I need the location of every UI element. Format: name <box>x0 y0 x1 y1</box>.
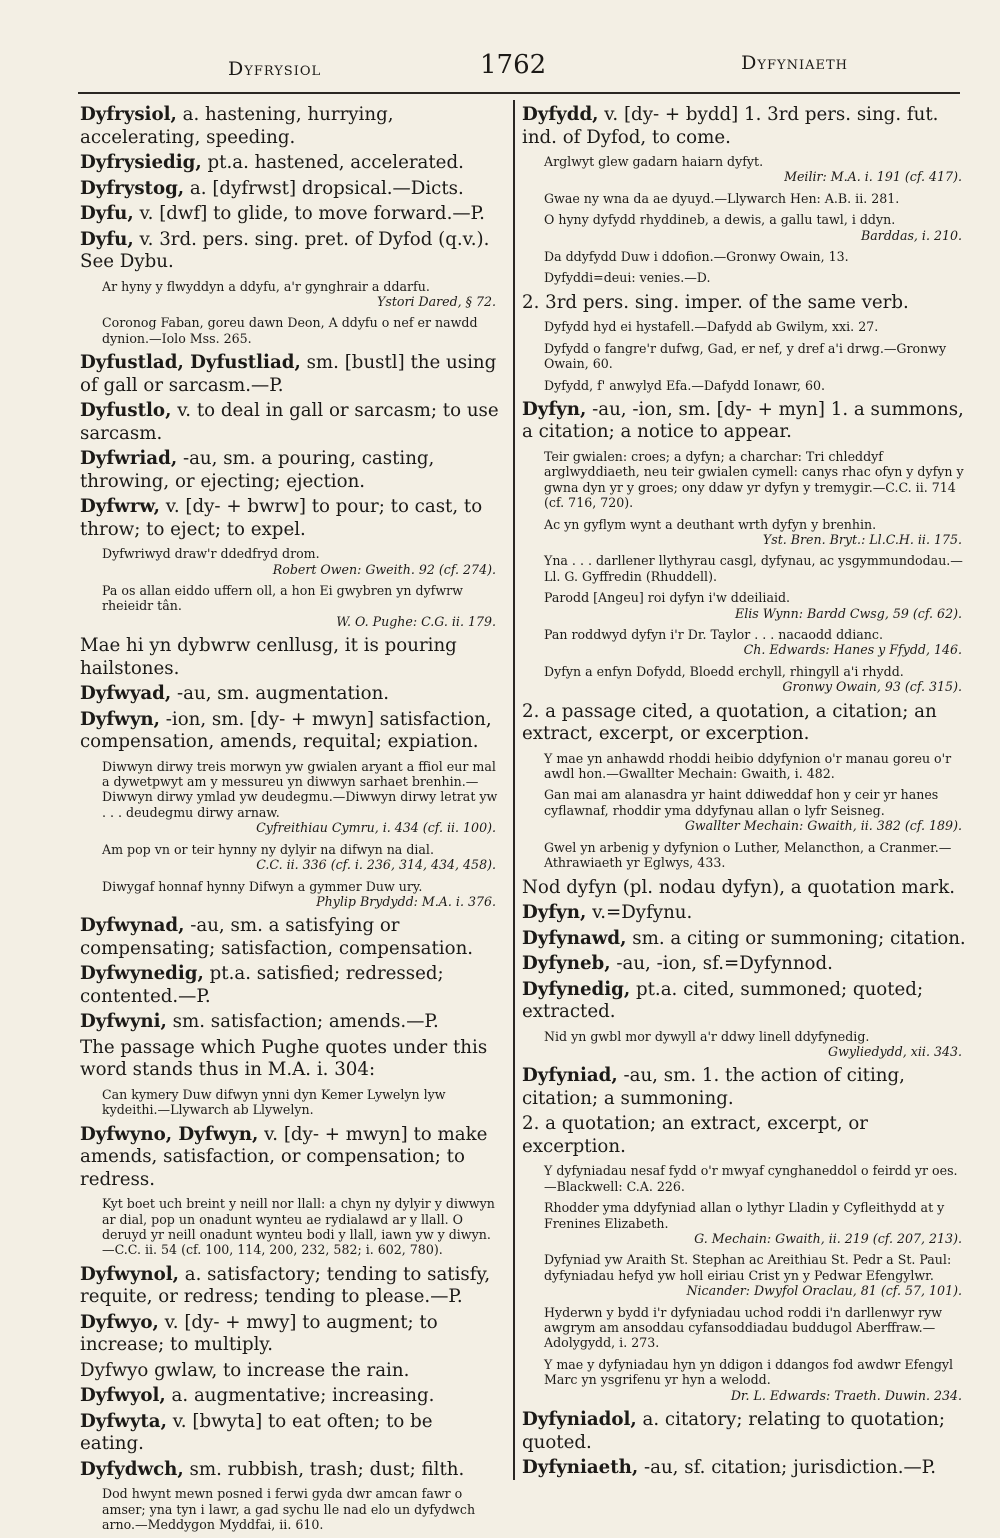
quotation-source: Elis Wynn: Bardd Cwsg, 59 (cf. 62). <box>735 605 962 621</box>
dictionary-entry <box>80 1459 502 1482</box>
quotation <box>102 842 502 873</box>
definition: -ion, sm. [dy- + mwyn] satisfaction, compensation, amends, requital; expiation. <box>80 708 492 753</box>
definition: pt.a. satisfied; redressed; contented.—P. <box>80 963 444 1007</box>
dictionary-entry <box>80 1011 502 1034</box>
dictionary-entry <box>80 709 502 754</box>
quotation-source: Cyfreithiau Cymru, i. 434 (cf. ii. 100). <box>256 820 496 836</box>
definition: v. [dwf] to glide, to move forward.—P. <box>133 203 485 224</box>
quotation-text: Dyfydd, f' anwylyd Efa.—Dafydd Ionawr, 60. <box>544 377 826 393</box>
quotation-source: Ystori Dared, § 72. <box>377 293 496 309</box>
headword: Dyfyniadol, <box>522 1409 637 1430</box>
dictionary-entry <box>80 400 502 445</box>
dictionary-entry <box>80 1312 502 1357</box>
quotation-source: Dr. L. Edwards: Traeth. Duwin. 234. <box>730 1387 962 1403</box>
quotation <box>544 553 968 584</box>
definition: -au, sm. augmentation. <box>171 683 390 705</box>
headword: Dyfu, <box>80 203 134 224</box>
headword: Dyfwyni, <box>80 1011 167 1033</box>
dictionary-entry <box>522 979 968 1024</box>
headword: Dyfwynedig, <box>80 963 204 985</box>
quotation-text: O hyny dyfydd rhyddineb, a dewis, a gallu tawl, i ddyn. <box>544 212 896 228</box>
definition: sm. [bustl] the using of gall or sarcasm.—P. <box>80 352 497 396</box>
quotation <box>544 1357 968 1403</box>
quotation-text: Diwygaf honnaf hynny Difwyn a gymmer Duw ury. <box>102 878 423 894</box>
quotation-source: Gwyliedydd, xii. 343. <box>828 1043 962 1059</box>
quotation-text: Pa os allan eiddo uffern oll, a hon Ei gwybren yn dyfwrw rheieidr tân. <box>102 582 463 614</box>
headword: Dyfrystog, <box>80 177 185 199</box>
header-rule <box>78 92 960 94</box>
dictionary-entry <box>522 104 968 149</box>
quotation <box>544 517 968 548</box>
quotation-text: Dyfyn a enfyn Dofydd, Bloedd erchyll, rhingyll a'i rhydd. <box>544 663 904 679</box>
quotation-source: Phylip Brydydd: M.A. i. 376. <box>316 893 496 909</box>
definition: v. [dy- + mwyn] to make amends, satisfaction, or compensation; to redress. <box>80 1123 488 1190</box>
dictionary-entry <box>80 1264 502 1309</box>
quotation <box>544 840 968 871</box>
dictionary-entry <box>522 1409 968 1454</box>
dictionary-entry <box>522 928 968 951</box>
headword: Dyfwynad, <box>80 915 185 937</box>
quotation-source: Gwallter Mechain: Gwaith, ii. 382 (cf. 189). <box>684 818 962 834</box>
definition: -au, sf. citation; jurisdiction.—P. <box>638 1457 936 1478</box>
quotation-text: Rhodder yma ddyfyniad allan o lythyr Lladin y Cyfleithydd at y Frenines Elizabeth. <box>544 1200 945 1231</box>
definition: -au, sm. a satisfying or compensating; satisfaction, compensation. <box>80 915 474 959</box>
quotation-source: Meilir: M.A. i. 191 (cf. 417). <box>784 169 962 185</box>
quotation <box>544 627 968 658</box>
quotation-text: Can kymery Duw difwyn ynni dyn Kemer Lywelyn lyw kydeithi.—Llywarch ab Llywelyn. <box>102 1086 446 1118</box>
definition: v. [dy- + mwy] to augment; to increase; to multiply. <box>80 1311 438 1356</box>
quotation <box>102 546 502 577</box>
definition: pt.a. hastened, accelerated. <box>201 152 464 173</box>
dictionary-entry <box>80 229 502 274</box>
quotation-text: Dyfwriwyd draw'r ddedfryd drom. <box>102 546 320 562</box>
definition: v. [bwyta] to eat often; to be eating. <box>80 1410 433 1455</box>
quotation <box>544 319 968 334</box>
dictionary-entry <box>80 1124 502 1192</box>
dictionary-entry <box>522 292 968 315</box>
definition: v.=Dyfynu. <box>586 902 693 923</box>
definition: -au, sm. a pouring, casting, throwing, or ejecting; ejection. <box>80 448 435 492</box>
quotation-source: Ch. Edwards: Hanes y Ffydd, 146. <box>743 642 962 658</box>
quotation <box>544 1163 968 1194</box>
dictionary-entry <box>80 352 502 397</box>
quotation <box>544 249 968 264</box>
definition: a. citatory; relating to quotation; quoted. <box>522 1409 946 1453</box>
quotation-text: Y dyfyniadau nesaf fydd o'r mwyaf cynghaneddol o feirdd yr oes.—Blackwell: C.A. 226. <box>544 1163 958 1194</box>
definition: -au, -ion, sm. [dy- + myn] 1. a summons, a citation; a notice to appear. <box>522 398 964 443</box>
definition: v. [dy- + bwrw] to pour; to cast, to throw; to eject; to expel. <box>80 496 483 540</box>
headword: Dyfustlo, <box>80 400 172 422</box>
quotation-text: Dyfydd o fangre'r dufwg, Gad, er nef, y dref a'i drwg.—Gronwy Owain, 60. <box>544 340 947 372</box>
quotation-text: Nid yn gwbl mor dywyll a'r ddwy linell ddyfynedig. <box>544 1028 870 1044</box>
quotation <box>544 1252 968 1298</box>
headword: Dyfwyn, <box>80 708 160 730</box>
quotation-text: Am pop vn or teir hynny ny dylyir na difwyn na dial. <box>102 841 434 857</box>
quotation-source: Barddas, i. 210. <box>861 227 962 243</box>
definition: sm. satisfaction; amends.—P. <box>166 1011 439 1033</box>
quotation <box>544 1305 968 1351</box>
quotation <box>102 1087 502 1118</box>
dictionary-entry <box>80 915 502 960</box>
quotation-text: Ac yn gyflym wynt a deuthant wrth dyfyn y brenhin. <box>544 516 877 532</box>
quotation-source: Yst. Bren. Bryt.: Ll.C.H. ii. 175. <box>762 532 962 547</box>
dictionary-entry <box>80 178 502 201</box>
dictionary-entry <box>80 1037 502 1082</box>
quotation <box>544 191 968 206</box>
quotation <box>102 583 502 629</box>
quotation-text: Pan roddwyd dyfyn i'r Dr. Taylor . . . nacaodd ddianc. <box>544 627 883 643</box>
quotation-text: Coronog Faban, goreu dawn Deon, A ddyfu o nef er nawdd dynion.—Iolo Mss. 265. <box>102 315 478 346</box>
definition: Dyfwyo gwlaw, to increase the rain. <box>80 1359 410 1381</box>
right-column <box>522 104 968 1483</box>
quotation <box>102 315 502 346</box>
quotation <box>102 879 502 910</box>
header-left-guide-word: Dyfrysiol <box>228 58 322 80</box>
headword: Dyfyn, <box>522 902 587 923</box>
headword: Dyfyneb, <box>522 953 611 974</box>
headword: Dyfydd, <box>522 104 599 125</box>
quotation-source: Nicander: Dwyfol Oraclau, 81 (cf. 57, 101). <box>686 1283 962 1299</box>
dictionary-entry <box>522 1113 968 1158</box>
definition: sm. a citing or summoning; citation. <box>626 927 966 949</box>
quotation-text: Yna . . . darllener llythyrau casgl, dyfynau, ac ysgymmundodau.—Ll. G. Gyffredin (Rhuddell). <box>544 553 963 584</box>
headword: Dyfrysiol, <box>80 104 177 125</box>
headword: Dyfydwch, <box>80 1458 184 1480</box>
dictionary-entry <box>80 683 502 706</box>
dictionary-entry <box>80 203 502 226</box>
dictionary-entry <box>80 1360 502 1383</box>
headword: Dyfwyo, <box>80 1311 159 1333</box>
dictionary-entry <box>80 496 502 541</box>
dictionary-entry <box>80 152 502 175</box>
headword: Dyfyn, <box>522 398 587 420</box>
dictionary-entry <box>522 1457 968 1480</box>
quotation-source: Gronwy Owain, 93 (cf. 315). <box>782 679 962 695</box>
quotation <box>102 1486 502 1532</box>
quotation <box>544 341 968 372</box>
dictionary-entry <box>522 399 968 444</box>
dictionary-entry <box>80 104 502 149</box>
definition: 2. a passage cited, a quotation, a citation; an extract, excerpt, or excerption. <box>522 700 937 745</box>
headword: Dyfwyol, <box>80 1385 166 1407</box>
definition: v. to deal in gall or sarcasm; to use sarcasm. <box>80 400 499 444</box>
quotation-text: Ar hyny y flwyddyn a ddyfu, a'r gynghrair a ddarfu. <box>102 278 430 294</box>
quotation <box>544 1029 968 1060</box>
headword: Dyfwriad, <box>80 448 178 470</box>
dictionary-entry <box>522 1065 968 1110</box>
quotation <box>544 664 968 695</box>
quotation-text: Diwwyn dirwy treis morwyn yw gwialen aryant a ffiol eur mal a dywetpwyt am y messureu yn diwwyn sarhaet brenhin.—Diwwyn dirwy ymlad yw deudegmu.—Diwwyn dirwy letrat yw . . . deudegmu dirwy arnaw. <box>102 758 498 820</box>
definition: Mae hi yn dybwrw cenllusg, it is pouring hailstones. <box>80 635 457 679</box>
definition: v. [dy- + bydd] 1. 3rd pers. sing. fut. ind. of Dyfod, to come. <box>522 104 939 148</box>
quotation-source: Robert Owen: Gweith. 92 (cf. 274). <box>272 561 496 577</box>
quotation-source: W. O. Pughe: C.G. ii. 179. <box>336 613 496 629</box>
quotation <box>544 590 968 621</box>
definition: The passage which Pughe quotes under this word stands thus in M.A. i. 304: <box>80 1036 488 1081</box>
headword: Dyfwyta, <box>80 1410 167 1432</box>
quotation-text: Y mae yn anhawdd rhoddi heibio ddyfynion o'r manau goreu o'r awdl hon.—Gwallter Mechain: Gwaith, i. 482. <box>544 750 952 782</box>
headword: Dyfynawd, <box>522 927 627 949</box>
quotation <box>544 1200 968 1246</box>
quotation <box>544 270 968 285</box>
definition: a. [dyfrwst] dropsical.—Dicts. <box>184 177 464 199</box>
dictionary-entry <box>522 902 968 925</box>
quotation-text: Da ddyfydd Duw i ddofion.—Gronwy Owain, 13. <box>544 249 849 265</box>
left-column <box>80 104 502 1538</box>
quotation-text: Arglwyt glew gadarn haiarn dyfyt. <box>544 154 764 169</box>
quotation-text: Parodd [Angeu] roi dyfyn i'w ddeiliaid. <box>544 590 791 606</box>
dictionary-entry <box>80 635 502 680</box>
quotation-text: Gan mai am alanasdra yr haint ddiweddaf hon y ceir yr hanes cyflawnaf, rhoddir yma ddyfynau allan o lyfr Seisneg. <box>544 787 939 818</box>
quotation-text: Dyfyniad yw Araith St. Stephan ac Areithiau St. Pedr a St. Paul: dyfyniadau hefyd yw holl eiriau Crist yn y Pedwar Efengylwr. <box>544 1252 952 1283</box>
quotation <box>544 449 968 511</box>
quotation-source: C.C. ii. 336 (cf. i. 236, 314, 434, 458). <box>256 857 496 873</box>
quotation <box>544 212 968 243</box>
dictionary-entry <box>522 877 968 900</box>
quotation-text: Hyderwn y bydd i'r dyfyniadau uchod roddi i'n darllenwyr ryw awgrym am ansoddau cyfansoddiadau buddugol Aberffraw.—Adolygydd, i. 273. <box>544 1304 943 1351</box>
definition: a. augmentative; increasing. <box>165 1385 435 1407</box>
headword: Dyfrysiedig, <box>80 152 202 173</box>
quotation-text: Y mae y dyfyniadau hyn yn ddigon i ddangos fod awdwr Efengyl Marc yn ysgrifenu yr hyn a welodd. <box>544 1356 954 1388</box>
quotation <box>544 787 968 833</box>
definition: -au, -ion, sf.=Dyfynnod. <box>610 953 833 974</box>
definition: pt.a. cited, summoned; quoted; extracted. <box>522 978 924 1022</box>
quotation-text: Dyfyddi=deui: venies.—D. <box>544 270 711 286</box>
quotation-text: Gwae ny wna da ae dyuyd.—Llywarch Hen: A.B. ii. 281. <box>544 190 900 206</box>
definition: Nod dyfyn (pl. nodau dyfyn), a quotation mark. <box>522 876 956 898</box>
definition: 2. a quotation; an extract, excerpt, or excerption. <box>522 1113 868 1157</box>
dictionary-entry <box>80 1385 502 1408</box>
quotation <box>544 154 968 185</box>
running-header <box>80 50 960 86</box>
headword: Dyfwyad, <box>80 683 172 705</box>
quotation <box>544 378 968 393</box>
definition: 2. 3rd pers. sing. imper. of the same verb. <box>522 291 909 313</box>
page-number: 1762 <box>480 50 547 80</box>
quotation <box>102 759 502 836</box>
headword: Dyfwynol, <box>80 1263 179 1285</box>
definition: sm. rubbish, trash; dust; filth. <box>183 1458 465 1480</box>
headword: Dyfu, <box>80 228 134 250</box>
quotation-text: Dod hwynt mewn posned i ferwi gyda dwr amcan fawr o amser; yna tyn i lawr, a gad sychu lle nad elo un dyfydwch arno.—Meddygon Myddfai, ii. 610. <box>102 1486 476 1533</box>
header-right-guide-word: Dyfyniaeth <box>741 52 848 74</box>
quotation-text: Gwel yn arbenig y dyfynion o Luther, Melancthon, a Cranmer.—Athrawiaeth yr Eglwys, 433. <box>544 839 952 871</box>
headword: Dyfynedig, <box>522 978 631 1000</box>
headword: Dyfyniad, <box>522 1065 618 1087</box>
headword: Dyfyniaeth, <box>522 1457 639 1478</box>
headword: Dyfustlad, Dyfustliad, <box>80 352 301 374</box>
definition: -au, sm. 1. the action of citing, citation; a summoning. <box>522 1065 905 1109</box>
quotation <box>102 1196 502 1258</box>
definition: a. satisfactory; tending to satisfy, requite, or redress; tending to please.—P. <box>80 1263 491 1308</box>
definition: a. hastening, hurrying, accelerating, speeding. <box>80 104 394 148</box>
headword: Dyfwrw, <box>80 496 160 518</box>
quotation <box>544 751 968 782</box>
quotation-text: Teir gwialen: croes; a dyfyn; a charchar: Tri chleddyf arglwyddiaeth, neu teir gwialen cymell: canys rhac ofyn y dyfyn y gwna dyn yr y groes; ony ddaw yr dyfyn y tremygir.—C.C. ii. 714 (cf. 716, 720). <box>544 448 964 511</box>
dictionary-entry <box>522 701 968 746</box>
column-divider <box>513 100 515 1480</box>
dictionary-entry <box>80 1411 502 1456</box>
dictionary-entry <box>80 448 502 493</box>
quotation-text: Kyt boet uch breint y neill nor llall: a chyn ny dylyir y diwwyn ar dial, pop un onadunt wynteu ae rydialawd ar y llall. O deruyd yr neill onadunt wynteu bodi y llall, iawn yw y diwyn.—C.C. ii. 54 (cf. 100, 114, 200, 232, 582; i. 602, 780). <box>102 1196 495 1258</box>
quotation <box>102 279 502 310</box>
headword: Dyfwyno, Dyfwyn, <box>80 1123 259 1145</box>
definition: v. 3rd. pers. sing. pret. of Dyfod (q.v.). See Dybu. <box>80 228 490 272</box>
dictionary-entry <box>522 953 968 976</box>
dictionary-entry <box>80 963 502 1008</box>
quotation-text: Dyfydd hyd ei hystafell.—Dafydd ab Gwilym, xxi. 27. <box>544 319 879 335</box>
quotation-source: G. Mechain: Gwaith, ii. 219 (cf. 207, 213). <box>694 1230 962 1246</box>
